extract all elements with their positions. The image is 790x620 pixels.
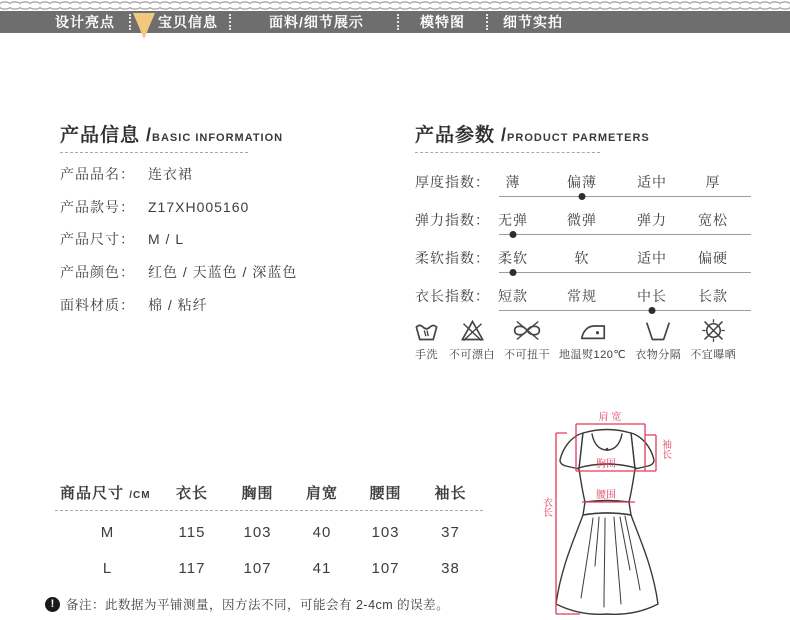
info-label: 产品品名： <box>60 166 135 182</box>
value-cell: 40 <box>312 523 332 541</box>
info-row-size <box>60 229 184 249</box>
sleeve-length-label: 袖长 <box>659 439 671 459</box>
scale-line <box>499 310 751 311</box>
param-option: 偏硬 <box>698 250 728 266</box>
value-cell: 38 <box>441 559 460 577</box>
slash: / <box>146 125 153 145</box>
col-header-shoulder: 肩宽 <box>305 484 338 502</box>
parameters-title-cn: 产品参数 <box>415 125 496 146</box>
tab-design-highlights[interactable]: 设计亮点 <box>55 14 115 30</box>
care-label: 不可漂白 <box>449 349 495 361</box>
param-option: 适中 <box>637 174 667 190</box>
info-value: 红色 / 天蓝色 / 深蓝色 <box>148 264 298 280</box>
param-scale <box>499 286 751 320</box>
wash-separately-icon <box>643 317 673 344</box>
info-label: 产品尺寸： <box>60 231 135 247</box>
value-cell: 107 <box>371 559 400 577</box>
param-option: 偏薄 <box>567 174 597 190</box>
care-item <box>690 317 736 362</box>
dress-measurement-diagram <box>535 402 785 620</box>
care-item <box>449 317 495 362</box>
info-value: Z17XH005160 <box>148 199 250 215</box>
no-wring-icon <box>510 317 544 344</box>
divider <box>55 510 483 511</box>
waist-label: 腰围 <box>596 490 616 501</box>
section-nav-bar <box>0 11 790 33</box>
param-label: 厚度指数： <box>415 174 490 190</box>
bust-label: 胸围 <box>596 459 616 470</box>
size-cell: M <box>100 523 115 541</box>
size-table <box>55 478 483 583</box>
info-row-model-number <box>60 197 249 217</box>
chain-border-decoration <box>0 0 790 11</box>
info-label: 产品颜色： <box>60 264 135 280</box>
param-scale <box>499 172 751 206</box>
param-option: 短款 <box>498 288 528 304</box>
param-scale <box>499 248 751 282</box>
care-label: 地温熨120℃ <box>559 349 627 361</box>
tab-detail-photos[interactable]: 细节实拍 <box>503 14 563 30</box>
info-value: 棉 / 粘纤 <box>148 297 208 313</box>
exclamation-icon: ! <box>45 597 60 612</box>
parameters-title-en: PRODUCT PARMETERS <box>507 132 650 144</box>
scale-line <box>499 196 751 197</box>
tab-product-info[interactable]: 宝贝信息 <box>158 14 218 30</box>
scale-dot-indicator <box>579 193 586 200</box>
table-row-m <box>55 517 483 547</box>
care-instructions <box>413 317 735 362</box>
scale-line <box>499 234 751 235</box>
info-row-name <box>60 164 193 184</box>
param-option: 宽松 <box>698 212 728 228</box>
param-option: 薄 <box>505 174 521 190</box>
size-table-header <box>55 478 483 506</box>
param-scale <box>499 210 751 244</box>
scale-dot-indicator <box>649 307 656 314</box>
divider <box>60 152 248 153</box>
care-item <box>413 317 440 362</box>
param-option: 长款 <box>698 288 728 304</box>
value-cell: 103 <box>243 523 272 541</box>
care-item <box>559 317 626 362</box>
care-label: 衣物分隔 <box>635 349 682 361</box>
param-option: 软 <box>574 250 590 266</box>
param-option: 微弹 <box>567 212 597 228</box>
param-option: 厚 <box>705 174 721 190</box>
hand-wash-icon <box>413 317 440 344</box>
basic-info-title <box>60 120 283 147</box>
tab-model-photos[interactable]: 模特图 <box>420 14 465 30</box>
value-cell: 115 <box>178 523 206 541</box>
info-label: 产品款号： <box>60 199 135 215</box>
param-option: 中长 <box>637 288 667 304</box>
garment-length-label: 衣长 <box>540 497 552 517</box>
measurement-note <box>45 595 449 613</box>
note-text: 备注：此数据为平铺测量，因方法不同，可能会有 2-4cm 的误差。 <box>66 598 450 612</box>
nav-separator <box>397 14 399 30</box>
param-label: 柔软指数： <box>415 250 490 266</box>
info-value: 连衣裙 <box>148 166 193 182</box>
care-item <box>635 317 681 362</box>
value-cell: 103 <box>371 523 400 541</box>
info-label: 面料材质： <box>60 297 135 313</box>
value-cell: 41 <box>312 559 332 577</box>
dress-outline <box>556 430 658 615</box>
param-option: 弹力 <box>637 212 667 228</box>
col-header-bust: 胸围 <box>241 484 274 502</box>
divider <box>415 152 600 153</box>
param-label: 衣长指数： <box>415 288 490 304</box>
no-sun-icon <box>700 317 727 344</box>
param-label: 弹力指数： <box>415 212 490 228</box>
size-cell: L <box>102 559 113 577</box>
col-header-sleeve: 袖长 <box>434 484 467 502</box>
col-header-length: 衣长 <box>175 484 208 502</box>
col-header-waist: 腰围 <box>369 484 402 502</box>
table-row-l <box>55 553 483 583</box>
value-cell: 117 <box>178 559 206 577</box>
low-iron-icon <box>578 317 608 344</box>
no-bleach-icon <box>459 317 486 344</box>
care-label: 手洗 <box>415 349 438 361</box>
slash: / <box>501 125 508 145</box>
care-item <box>504 317 550 362</box>
value-cell: 107 <box>243 559 272 577</box>
active-tab-arrow-icon <box>133 13 155 39</box>
care-label: 不可扭干 <box>504 349 550 361</box>
param-option: 常规 <box>567 288 597 304</box>
care-label: 不宜曝晒 <box>690 349 737 361</box>
basic-info-title-en: BASIC INFORMATION <box>152 132 284 144</box>
nav-separator <box>486 14 488 30</box>
parameters-title <box>415 120 650 147</box>
nav-separator <box>229 14 231 30</box>
info-value: M / L <box>148 231 185 247</box>
nav-separator <box>129 14 131 30</box>
tab-fabric-details[interactable]: 面料/细节展示 <box>269 14 364 30</box>
size-table-unit: /CM <box>129 489 151 501</box>
info-row-color <box>60 262 297 282</box>
scale-line <box>499 272 751 273</box>
param-option: 无弹 <box>498 212 528 228</box>
param-option: 适中 <box>637 250 667 266</box>
value-cell: 37 <box>441 523 460 541</box>
shoulder-width-label: 肩 宽 <box>598 412 622 423</box>
basic-info-title-cn: 产品信息 <box>60 125 141 146</box>
param-option: 柔软 <box>498 250 528 266</box>
size-table-title: 商品尺寸 /CM <box>60 484 151 502</box>
info-row-material <box>60 295 208 315</box>
scale-dot-indicator <box>510 269 517 276</box>
scale-dot-indicator <box>510 231 517 238</box>
